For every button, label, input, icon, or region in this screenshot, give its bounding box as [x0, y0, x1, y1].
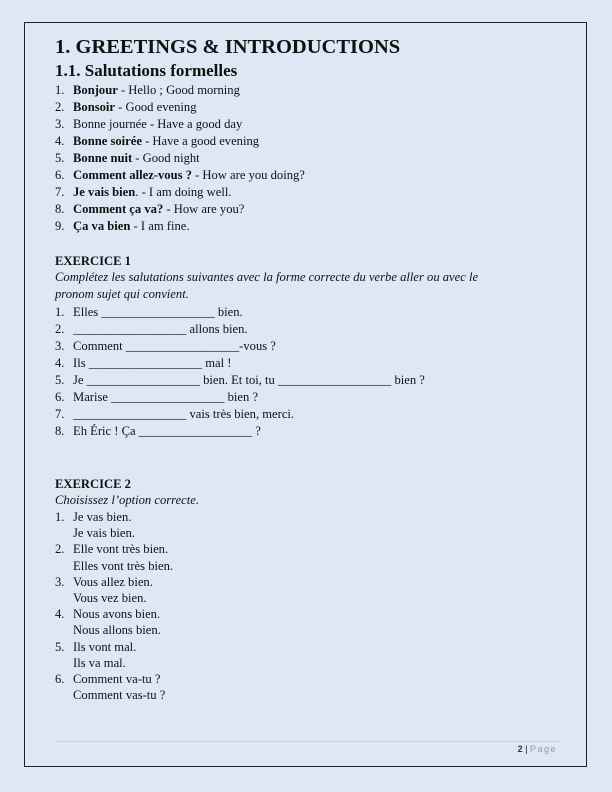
- exercise1-item: [55, 423, 425, 440]
- option-a-text: Nous avons bien.: [73, 607, 161, 622]
- english-translation: - Have a good evening: [141, 134, 260, 148]
- item-number: 3.: [55, 339, 65, 353]
- option-b-text: Elles vont très bien.: [73, 558, 174, 573]
- exercise2-option-b: [55, 558, 173, 574]
- vocab-item: [55, 167, 305, 184]
- french-phrase: Je vais bien: [73, 185, 136, 199]
- exercise2-option-b: [55, 590, 173, 606]
- item-number: 7.: [55, 185, 65, 199]
- vocab-item: [55, 218, 305, 235]
- french-phrase: Bonne nuit: [73, 151, 133, 165]
- exercise2-instruction: Choisissez l’option correcte.: [55, 493, 199, 507]
- option-b-text: Je vais bien.: [73, 526, 135, 541]
- fill-in-sentence: Elles __________________ bien.: [73, 305, 243, 319]
- vocab-item: [55, 150, 305, 167]
- option-a-text: Je vas bien.: [73, 510, 132, 524]
- vocab-item: [55, 82, 305, 99]
- french-phrase: Comment allez-vous ?: [73, 168, 192, 182]
- english-translation: - Good night: [132, 151, 200, 165]
- exercise2-option-a: [55, 671, 173, 687]
- french-phrase: Bonne journée: [73, 117, 147, 131]
- exercise1-item: [55, 372, 425, 389]
- exercise1-instruction-cont: pronom sujet qui convient.: [55, 287, 189, 301]
- item-number: 6.: [55, 671, 65, 686]
- exercise2-option-a: [55, 509, 173, 525]
- item-number: 3.: [55, 574, 65, 589]
- exercise2-option-b: [55, 655, 173, 671]
- english-translation: - Have a good day: [146, 117, 243, 131]
- exercise2-option-a: [55, 606, 173, 622]
- item-number: 6.: [55, 390, 65, 404]
- exercise2-option-a: [55, 639, 173, 655]
- footer-separator: |: [522, 744, 530, 754]
- exercise1-item: [55, 406, 425, 423]
- exercise2-list: [55, 509, 173, 703]
- item-number: 1.: [55, 510, 65, 524]
- item-number: 5.: [55, 151, 65, 165]
- item-number: 2.: [55, 100, 65, 114]
- fill-in-sentence: Je __________________ bien. Et toi, tu __________________ bien ?: [73, 373, 425, 387]
- option-a-text: Elle vont très bien.: [73, 542, 169, 557]
- exercise2-option-a: [55, 574, 173, 590]
- exercise1-list: [55, 304, 425, 440]
- exercise2-option-a: [55, 541, 173, 557]
- exercise1-item: [55, 304, 425, 321]
- item-number: 2.: [55, 542, 65, 557]
- item-number: 4.: [55, 356, 65, 370]
- option-b-text: Nous allons bien.: [73, 623, 161, 638]
- footer-divider: [55, 741, 560, 742]
- exercise2-title: EXERCICE 2: [55, 477, 131, 491]
- vocab-item: [55, 116, 305, 133]
- fill-in-sentence: Marise __________________ bien ?: [73, 390, 259, 404]
- item-number: 4.: [55, 607, 65, 622]
- fill-in-sentence: __________________ allons bien.: [73, 322, 248, 336]
- item-number: 5.: [55, 373, 65, 387]
- option-b-text: Ils va mal.: [73, 655, 126, 670]
- option-a-text: Comment va-tu ?: [73, 671, 161, 686]
- french-phrase: Bonjour: [73, 83, 118, 97]
- item-number: 6.: [55, 168, 65, 182]
- english-translation: - How are you doing?: [191, 168, 305, 182]
- exercise1-title: EXERCICE 1: [55, 254, 131, 268]
- vocab-list: [55, 82, 305, 235]
- section-title: 1. GREETINGS & INTRODUCTIONS: [55, 36, 401, 58]
- page-footer: [518, 744, 557, 754]
- vocab-item: [55, 99, 305, 116]
- exercise1-item: [55, 389, 425, 406]
- french-phrase: Bonsoir: [73, 100, 115, 114]
- fill-in-sentence: Eh Éric ! Ça __________________ ?: [73, 424, 261, 438]
- item-number: 2.: [55, 322, 65, 336]
- exercise1-instruction: Complétez les salutations suivantes avec la forme correcte du verbe aller ou avec le: [55, 270, 479, 284]
- exercise1-item: [55, 355, 425, 372]
- exercise2-option-b: [55, 687, 173, 703]
- exercise1-item: [55, 338, 425, 355]
- item-number: 4.: [55, 134, 65, 148]
- item-number: 1.: [55, 83, 65, 97]
- item-number: 7.: [55, 407, 65, 421]
- page-label: Page: [529, 744, 557, 754]
- exercise2-option-b: [55, 622, 173, 638]
- english-translation: . - I am doing well.: [135, 185, 232, 199]
- option-b-text: Comment vas-tu ?: [73, 688, 166, 703]
- item-number: 1.: [55, 305, 65, 319]
- vocab-item: [55, 184, 305, 201]
- french-phrase: Ça va bien: [73, 219, 131, 233]
- exercise2-option-b: [55, 525, 173, 541]
- fill-in-sentence: Comment __________________-vous ?: [73, 339, 276, 353]
- fill-in-sentence: Ils __________________ mal !: [73, 356, 232, 370]
- english-translation: - Good evening: [115, 100, 197, 114]
- option-a-text: Vous allez bien.: [73, 574, 153, 589]
- page-number: 2: [517, 744, 523, 754]
- fill-in-sentence: __________________ vais très bien, merci.: [73, 407, 295, 421]
- english-translation: - How are you?: [163, 202, 245, 216]
- option-b-text: Vous vez bien.: [73, 590, 147, 605]
- french-phrase: Bonne soirée: [73, 134, 142, 148]
- subsection-title: 1.1. Salutations formelles: [55, 61, 238, 80]
- french-phrase: Comment ça va?: [73, 202, 164, 216]
- english-translation: - Hello ; Good morning: [117, 83, 240, 97]
- exercise1-item: [55, 321, 425, 338]
- english-translation: - I am fine.: [130, 219, 190, 233]
- item-number: 8.: [55, 424, 65, 438]
- vocab-item: [55, 133, 305, 150]
- item-number: 5.: [55, 639, 65, 654]
- item-number: 9.: [55, 219, 65, 233]
- item-number: 3.: [55, 117, 65, 131]
- item-number: 8.: [55, 202, 65, 216]
- option-a-text: Ils vont mal.: [73, 639, 137, 654]
- vocab-item: [55, 201, 305, 218]
